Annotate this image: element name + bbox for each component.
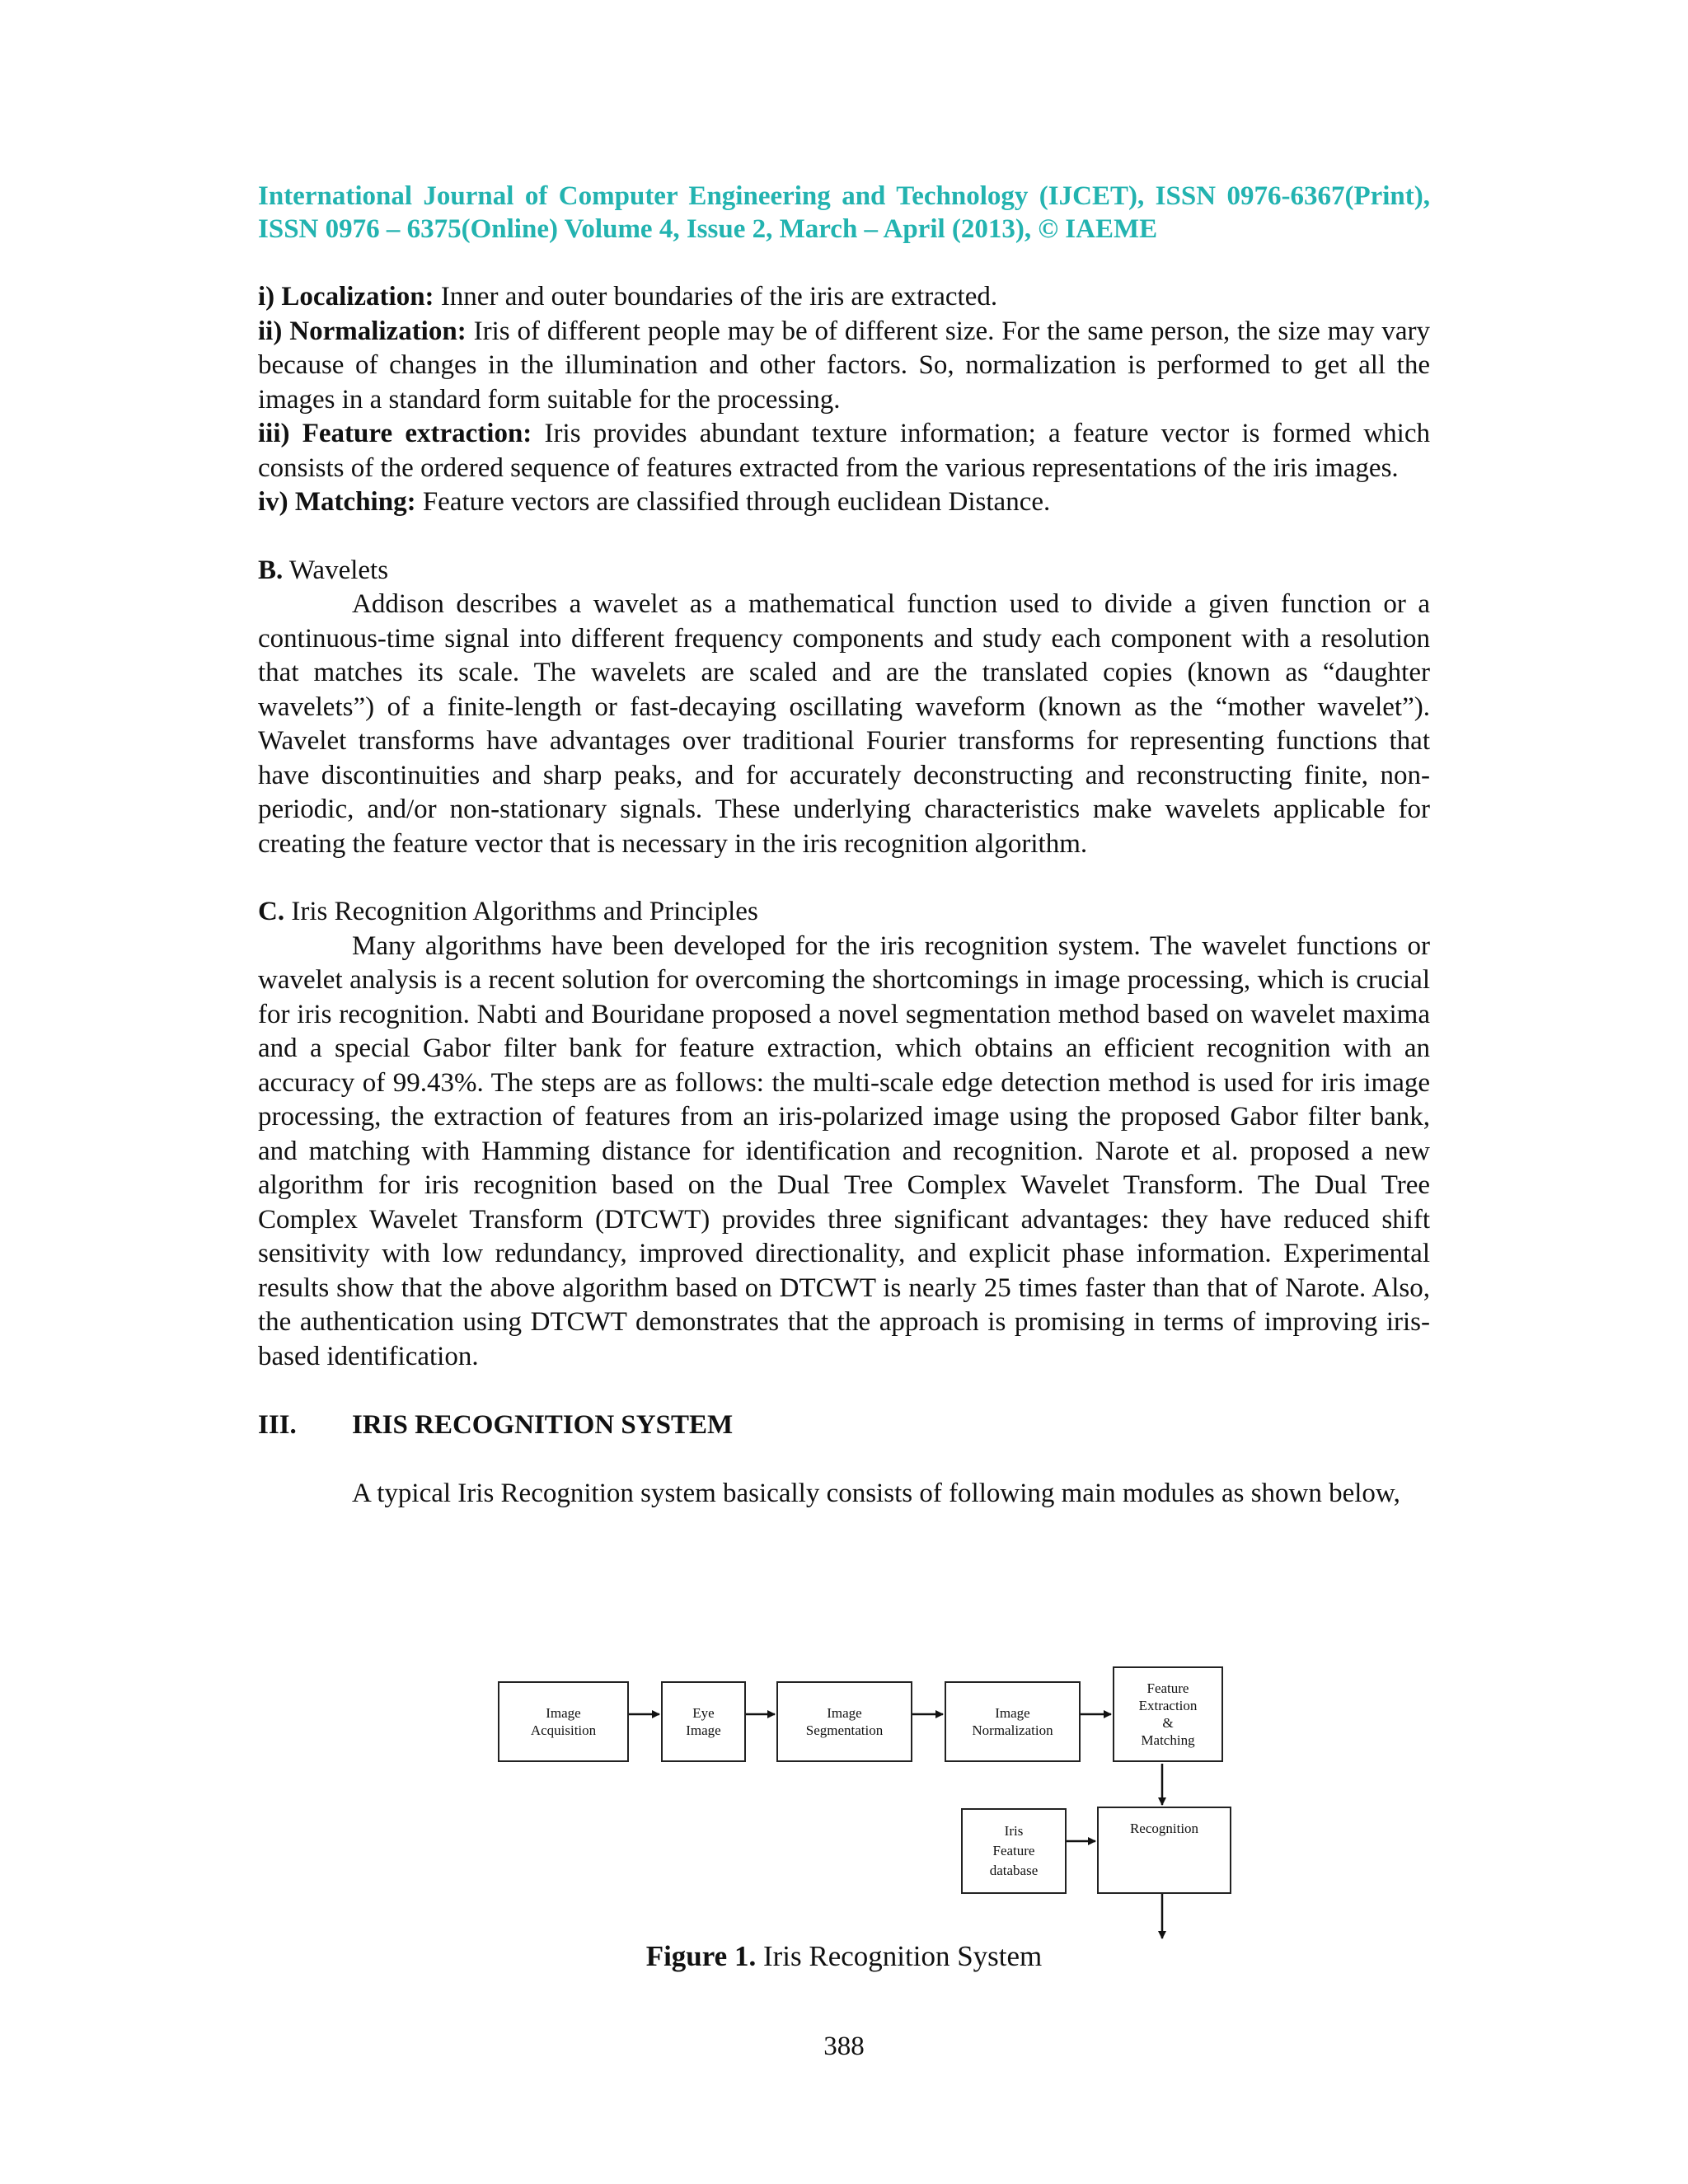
recognition-box xyxy=(1097,1807,1231,1894)
step-label: iii) Feature extraction: xyxy=(258,419,532,448)
iris-feature-database-box xyxy=(961,1808,1067,1894)
section-letter: C. xyxy=(258,897,285,926)
step-text: Iris provides abundant texture information; a feature vector is formed which consists of the ordered sequence of features extracted from the various representations of the iris images. xyxy=(258,419,1430,483)
step-text: Feature vectors are classified through euclidean Distance. xyxy=(415,487,1051,517)
section-letter: B. xyxy=(258,555,284,585)
section-c-body: Many algorithms have been developed for the iris recognition system. The wavelet functions or wavelet analysis is a recent solution for overcoming the shortcomings in image processing, which is crucial for iris recognition. Nabti and Bouridane proposed a novel segmentation method based on wavelet maxima and a special Gabor filter bank for feature extraction, which obtains an efficient recognition with an accuracy of 99.43%. The steps are as follows: the multi-scale edge detection method is used for iris image processing, the extraction of features from an iris-polarized image using the proposed Gabor filter bank, and matching with Hamming distance for identification and recognition. Narote et al. proposed a new algorithm for iris recognition based on the Dual Tree Complex Wavelet Transform. The Dual Tree Complex Wavelet Transform (DTCWT) provides three significant advantages: they have reduced shift sensitivity with low redundancy, improved directionality, and explicit phase information. Experimental results show that the above algorithm based on DTCWT is nearly 25 times faster than that of Narote. Also, the authentication using DTCWT demonstrates that the approach is promising in terms of improving iris-based identification. xyxy=(258,930,1430,1371)
box-label: Image Segmentation xyxy=(805,1705,884,1738)
section-number: III. xyxy=(258,1410,297,1440)
caption-label: Figure 1. xyxy=(645,1940,757,1972)
box-label: Iris Feature database xyxy=(989,1823,1039,1878)
feature-extraction-matching-box xyxy=(1113,1666,1223,1762)
box-label: Image Normalization xyxy=(972,1705,1053,1738)
step-text: Inner and outer boundaries of the iris are extracted. xyxy=(434,282,998,312)
step-text: Iris of different people may be of different size. For the same person, the size may vary because of changes in the illumination and other factors. So, normalization is performed to get all the images in a standard form suitable for the processing. xyxy=(258,316,1431,415)
figure-caption xyxy=(0,1939,1688,1974)
caption-text: Iris Recognition System xyxy=(756,1940,1043,1972)
image-normalization-box xyxy=(945,1681,1081,1762)
image-acquisition-box xyxy=(498,1681,629,1762)
journal-header: International Journal of Computer Engineering and Technology (IJCET), ISSN 0976-6367(Print), ISSN 0976 – 6375(Online) Volume 4, Issue 2, March – April (2013), © IAEME xyxy=(258,181,1430,244)
box-label: Image Acquisition xyxy=(530,1705,597,1738)
step-label: iv) Matching: xyxy=(258,487,416,517)
section-title: IRIS RECOGNITION SYSTEM xyxy=(352,1410,734,1440)
section-iii-intro: A typical Iris Recognition system basically consists of following main modules as shown below, xyxy=(352,1478,1400,1508)
section-b-body: Addison describes a wavelet as a mathematical function used to divide a given function or a continuous-time signal into different frequency components and study each component with a resolution that matches its scale. The wavelets are scaled and are the translated copies (known as “daughter wavelets”) of a finite-length or fast-decaying oscillating waveform (known as the “mother wavelet”). Wavelet transforms have advantages over traditional Fourier transforms for representing functions that have discontinuities and sharp peaks, and for accurately deconstructing and reconstructing finite, non-periodic, and/or non-stationary signals. These underlying characteristics make wavelets applicable for creating the feature vector that is necessary in the iris recognition algorithm. xyxy=(258,589,1430,859)
box-label: Feature Extraction & Matching xyxy=(1138,1680,1198,1748)
box-label: Recognition xyxy=(1129,1821,1199,1836)
step-label: i) Localization: xyxy=(258,282,434,312)
box-label: Eye Image xyxy=(686,1705,721,1738)
step-label: ii) Normalization: xyxy=(258,316,467,346)
section-title: Iris Recognition Algorithms and Principles xyxy=(284,897,758,926)
section-title: Wavelets xyxy=(283,555,389,585)
image-segmentation-box xyxy=(776,1681,912,1762)
page-number: 388 xyxy=(823,2032,865,2061)
eye-image-box xyxy=(661,1681,746,1762)
